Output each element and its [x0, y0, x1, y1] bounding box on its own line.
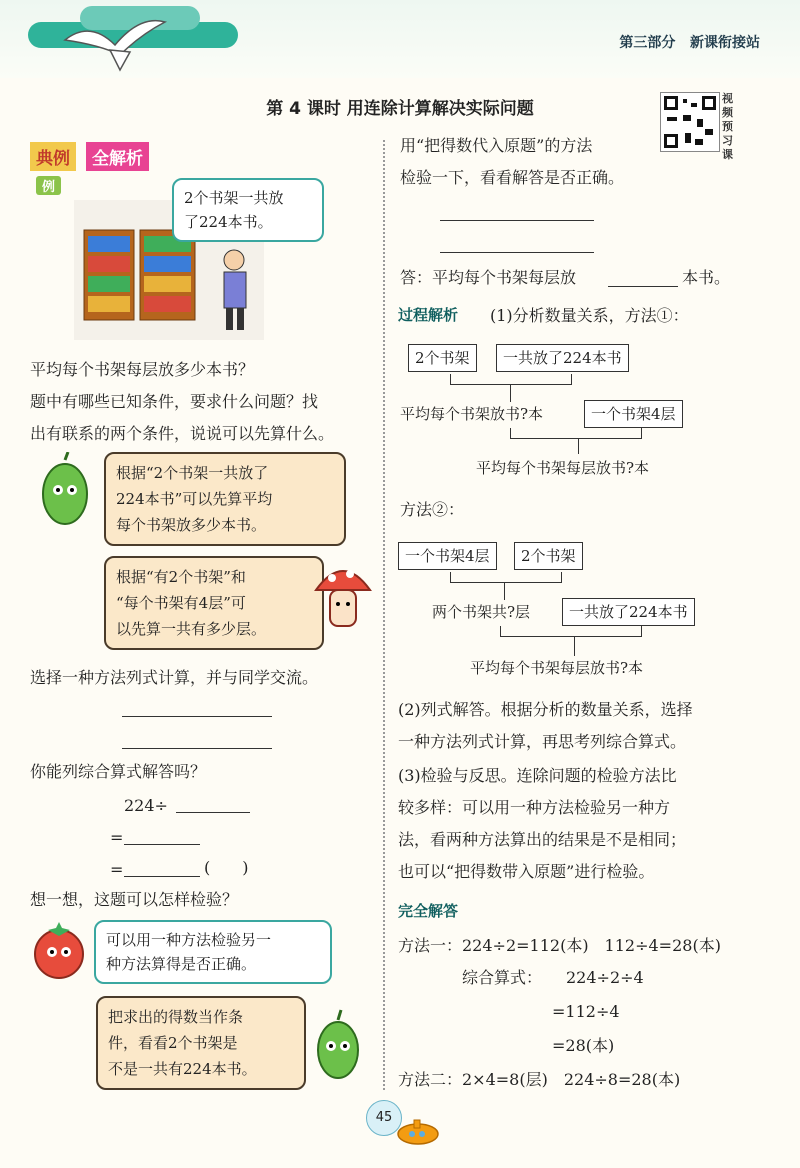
m2-mid-text: 两个书架共?层 [432, 603, 531, 621]
bracket-line [450, 374, 572, 385]
answer-blank[interactable] [608, 286, 678, 287]
answer-blank[interactable] [122, 716, 272, 717]
section-label: 第三部分 [619, 35, 676, 51]
calc-blank[interactable] [124, 876, 200, 877]
bracket-line [510, 428, 642, 439]
step2-line: (2)列式解答。根据分析的数量关系，选择 [398, 700, 693, 719]
header-section [619, 32, 760, 52]
full-solution-label: 完全解答 [398, 902, 459, 920]
step3-line: 也可以“把得数带入原题”进行检验。 [398, 862, 655, 881]
hint-bubble-1 [104, 452, 346, 546]
combined-line: 224÷2÷4 [566, 968, 644, 987]
answer-suffix: 本书。 [682, 268, 731, 287]
bubble-line: 不是一共有224本书。 [108, 1060, 257, 1078]
bubble-line: 件，看看2个书架是 [108, 1034, 238, 1052]
answer-prefix: 答：平均每个书架每层放 [400, 268, 577, 287]
qr-icon [661, 93, 719, 151]
column-label: 新课衔接站 [690, 35, 760, 51]
speech-line: 2个书架一共放 [184, 189, 284, 207]
combined-line: =112÷4 [552, 1002, 620, 1021]
hint-bubble-4 [96, 996, 306, 1090]
example-question: 平均每个书架每层放多少本书？ [30, 360, 255, 379]
bubble-line: 根据“2个书架一共放了 [116, 464, 269, 482]
connector-line [504, 582, 505, 600]
bracket-line [450, 572, 562, 583]
combined-question: 你能列综合算式解答吗？ [30, 762, 207, 781]
bubble-line: 根据“有2个书架”和 [116, 568, 246, 586]
qr-label: 视频预习课 [722, 92, 733, 161]
method2-label: 方法②： [400, 500, 465, 519]
intro-line: 检验一下，看看解答是否正确。 [400, 168, 625, 187]
mushroom-character-icon [312, 558, 374, 638]
step3-line: (3)检验与反思。连除问题的检验方法比 [398, 766, 677, 785]
solution-method1: 方法一：224÷2=112(本) 112÷4=28(本) [398, 936, 721, 955]
page-title: 第 4 课时 用连除计算解决实际问题 [266, 99, 534, 119]
prompt-line: 出有联系的两个条件，说说可以先算什么。 [30, 424, 335, 443]
m2-box-total-books: 一共放了224本书 [562, 598, 695, 626]
answer-blank[interactable] [122, 748, 272, 749]
badge-li: 例 [36, 176, 61, 195]
qr-code[interactable] [660, 92, 720, 152]
connector-line [510, 384, 511, 402]
step3-line: 法，看两种方法算出的结果是不是相同； [398, 830, 687, 849]
calc-blank[interactable] [176, 812, 250, 813]
unit-paren[interactable]: ( ) [204, 858, 249, 877]
bubble-line: 种方法算得是否正确。 [106, 955, 257, 973]
pepper-character-icon [32, 452, 98, 534]
m1-box-floors: 一个书架4层 [584, 400, 683, 428]
bubble-line: 把求出的得数当作条 [108, 1008, 244, 1026]
prompt-line: 题中有哪些已知条件，要求什么问题？找 [30, 392, 319, 411]
answer-blank[interactable] [440, 252, 594, 253]
connector-line [578, 438, 579, 454]
calc-line-1: 224÷ [124, 796, 168, 815]
step2-line: 一种方法列式计算，再思考列综合算式。 [398, 732, 687, 751]
m2-box-floors: 一个书架4层 [398, 542, 497, 570]
bubble-line: 以先算一共有多少层。 [116, 620, 267, 638]
solution-method2: 方法二：2×4=8(层) 224÷8=28(本) [398, 1070, 681, 1089]
badge-quanjiexi: 全解析 [86, 142, 149, 171]
pepper-character-icon [308, 1006, 368, 1086]
m1-box-bookshelves: 2个书架 [408, 344, 477, 372]
column-divider [383, 140, 385, 1090]
badge-dianli: 典例 [30, 142, 76, 171]
page-number: 45 [366, 1100, 402, 1136]
hint-bubble-2 [104, 556, 324, 650]
bubble-line: “每个书架有4层”可 [116, 594, 246, 612]
bubble-line: 每个书架放多少本书。 [116, 516, 267, 534]
seagull-icon [60, 10, 170, 80]
m1-box-total-books: 一共放了224本书 [496, 344, 629, 372]
connector-line [574, 636, 575, 656]
bracket-line [500, 626, 642, 637]
choose-method-text: 选择一种方法列式计算，并与同学交流。 [30, 668, 319, 687]
hint-bubble-3 [94, 920, 332, 984]
m1-result-text: 平均每个书架每层放书?本 [476, 459, 650, 477]
combined-label: 综合算式： [462, 968, 543, 987]
step3-line: 较多样：可以用一种方法检验另一种方 [398, 798, 671, 817]
check-question: 想一想，这题可以怎样检验？ [30, 890, 239, 909]
bubble-line: 224本书”可以先算平均 [116, 490, 273, 508]
combined-line: =28(本) [552, 1036, 615, 1055]
calc-line-3: = [110, 860, 124, 879]
intro-line: 用“把得数代入原题”的方法 [400, 136, 593, 155]
speech-line: 了224本书。 [184, 213, 273, 231]
process-label: 过程解析 [398, 306, 459, 324]
step1-text: (1)分析数量关系，方法①： [490, 306, 689, 325]
m2-box-bookshelves: 2个书架 [514, 542, 583, 570]
m1-mid-text: 平均每个书架放书?本 [400, 405, 544, 423]
speech-bubble-teacher [172, 178, 324, 242]
bubble-line: 可以用一种方法检验另一 [106, 931, 272, 949]
tomato-character-icon [26, 918, 92, 984]
answer-blank[interactable] [440, 220, 594, 221]
calc-blank[interactable] [124, 844, 200, 845]
calc-line-2: = [110, 828, 124, 847]
m2-result-text: 平均每个书架每层放书?本 [470, 659, 644, 677]
